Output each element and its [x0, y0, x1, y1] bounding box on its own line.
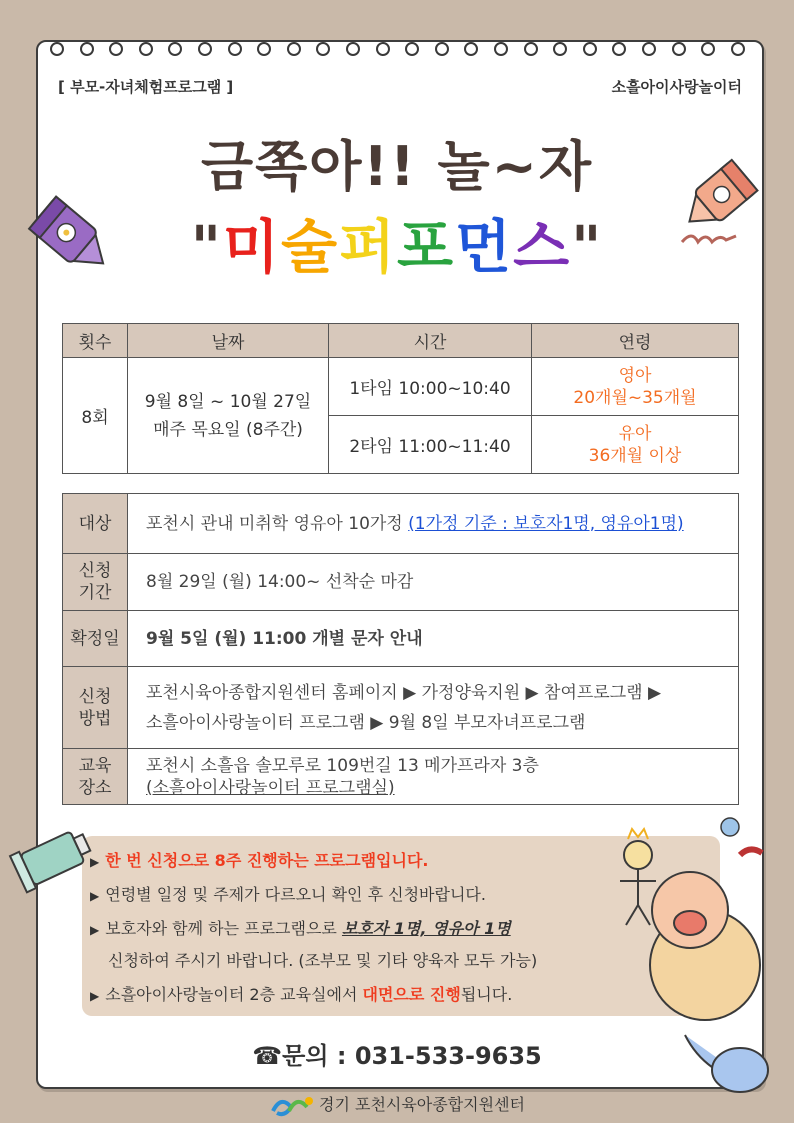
- session-count: 8회: [63, 358, 128, 474]
- date-cell: [128, 358, 329, 474]
- binder-ring: [524, 42, 538, 56]
- binder-ring: [287, 42, 301, 56]
- notice-text: 됩니다.: [460, 985, 513, 1004]
- method-label: [63, 667, 128, 749]
- method-line: 소흘아이사랑놀이터 프로그램 ▶ 9월 8일 부모자녀프로그램: [146, 712, 586, 733]
- notice-item: [90, 916, 511, 939]
- binder-ring: [198, 42, 212, 56]
- confirm-value: 9월 5일 (월) 11:00 개별 문자 안내: [128, 611, 739, 667]
- place-room: (소흘아이사랑놀이터 프로그램실): [146, 777, 395, 798]
- binder-ring: [405, 42, 419, 56]
- rainbow-title-char: 퍼: [338, 213, 397, 281]
- binder-ring: [435, 42, 449, 56]
- target-text: 포천시 관내 미취학 영유아 10가정: [146, 513, 409, 534]
- method-label-line: 신청: [78, 686, 112, 707]
- age-group: 유아: [618, 423, 652, 444]
- notice-item: [90, 882, 486, 905]
- period-label: [63, 554, 128, 611]
- rainbow-title-text: [223, 200, 571, 284]
- binder-ring: [583, 42, 597, 56]
- notice-item: [90, 982, 512, 1005]
- binder-ring: [464, 42, 478, 56]
- binder-ring: [168, 42, 182, 56]
- program-category-tag: [ 부모-자녀체험프로그램 ]: [58, 78, 234, 96]
- binder-ring: [80, 42, 94, 56]
- notice-item-continued: 신청하여 주시기 바랍니다. (조부모 및 기타 양육자 모두 가능): [108, 951, 538, 970]
- method-value: [128, 667, 739, 749]
- notice-text: 한 번 신청으로 8주 진행하는 프로그램입니다.: [105, 851, 429, 870]
- header-time: 시간: [329, 324, 532, 358]
- age-range: 20개월~35개월: [573, 387, 697, 408]
- contact-info: [0, 1036, 794, 1071]
- rainbow-title-char: 미: [222, 213, 281, 281]
- binder-ring: [731, 42, 745, 56]
- triangle-bullet-icon: ▶: [90, 923, 100, 937]
- header-age: 연령: [532, 324, 739, 358]
- method-label-line: 방법: [78, 708, 112, 729]
- notice-item: [90, 848, 429, 871]
- method-line: 포천시육아종합지원센터 홈페이지 ▶ 가정양육지원 ▶ 참여프로그램 ▶: [146, 682, 662, 703]
- time-slot: 2타임 11:00~11:40: [329, 416, 532, 474]
- binder-ring: [612, 42, 626, 56]
- target-label: 대상: [63, 494, 128, 554]
- place-value: [128, 749, 739, 805]
- date-weekday: 매주 목요일 (8주간): [153, 419, 303, 440]
- notice-emphasis: 대면으로 진행: [362, 985, 461, 1004]
- headline-subtitle: [0, 200, 794, 284]
- header-count: 횟수: [63, 324, 128, 358]
- org-name: 경기 포천시육아종합지원센터: [318, 1095, 525, 1114]
- place-label: [63, 749, 128, 805]
- footer-org: [0, 1092, 794, 1119]
- quote-close: ": [571, 213, 604, 281]
- venue-name-tag: 소흘아이사랑놀이터: [611, 78, 742, 96]
- header-date: 날짜: [128, 324, 329, 358]
- info-table: [62, 493, 739, 805]
- age-cell: [532, 416, 739, 474]
- triangle-bullet-icon: ▶: [90, 989, 100, 1003]
- period-value: 8월 29일 (월) 14:00~ 선착순 마감: [128, 554, 739, 611]
- headline-title: 금쪽아!! 놀~자: [200, 135, 594, 198]
- period-label-line: 기간: [78, 583, 112, 603]
- rainbow-title-char: 먼: [455, 213, 514, 281]
- target-note: (1가정 기준 : 보호자1명, 영유아1명): [408, 513, 684, 534]
- quote-open: ": [190, 213, 223, 281]
- rainbow-title-char: 포: [397, 213, 456, 281]
- period-label-line: 신청: [78, 561, 112, 581]
- confirm-label: 확정일: [63, 611, 128, 667]
- binder-ring: [642, 42, 656, 56]
- place-address: 포천시 소흘읍 솔모루로 109번길 13 메가프라자 3층: [146, 755, 539, 776]
- binder-ring: [257, 42, 271, 56]
- binder-ring: [701, 42, 715, 56]
- target-value: [128, 494, 739, 554]
- binder-ring: [316, 42, 330, 56]
- place-label-line: 장소: [78, 777, 112, 798]
- schedule-table: [62, 323, 739, 474]
- binder-ring: [376, 42, 390, 56]
- place-label-line: 교육: [78, 755, 112, 776]
- org-logo-icon: [269, 1093, 315, 1119]
- binder-ring: [139, 42, 153, 56]
- notice-text: 소흘아이사랑놀이터 2층 교육실에서: [105, 985, 363, 1004]
- paint-tube-illustration: [6, 815, 106, 905]
- age-cell: [532, 358, 739, 416]
- rainbow-title-char: 술: [280, 213, 339, 281]
- triangle-bullet-icon: ▶: [90, 889, 100, 903]
- rainbow-title-char: 스: [513, 213, 572, 281]
- binder-ring: [50, 42, 64, 56]
- binder-ring: [228, 42, 242, 56]
- contact-text: ☎문의 : 031-533-9635: [252, 1042, 542, 1070]
- binder-ring: [553, 42, 567, 56]
- notice-emphasis: 보호자 1명, 영유아 1명: [341, 919, 511, 938]
- binder-ring: [672, 42, 686, 56]
- age-range: 36개월 이상: [588, 445, 682, 466]
- triangle-bullet-icon: ▶: [90, 855, 100, 869]
- binder-ring: [346, 42, 360, 56]
- time-slot: 1타임 10:00~10:40: [329, 358, 532, 416]
- binder-ring: [109, 42, 123, 56]
- notice-text: 연령별 일정 및 주제가 다르오니 확인 후 신청바랍니다.: [105, 885, 486, 904]
- notice-text: 보호자와 함께 하는 프로그램으로: [105, 919, 342, 938]
- binder-rings: [50, 38, 750, 60]
- binder-ring: [494, 42, 508, 56]
- age-group: 영아: [618, 365, 652, 386]
- date-range: 9월 8일 ~ 10월 27일: [144, 391, 312, 412]
